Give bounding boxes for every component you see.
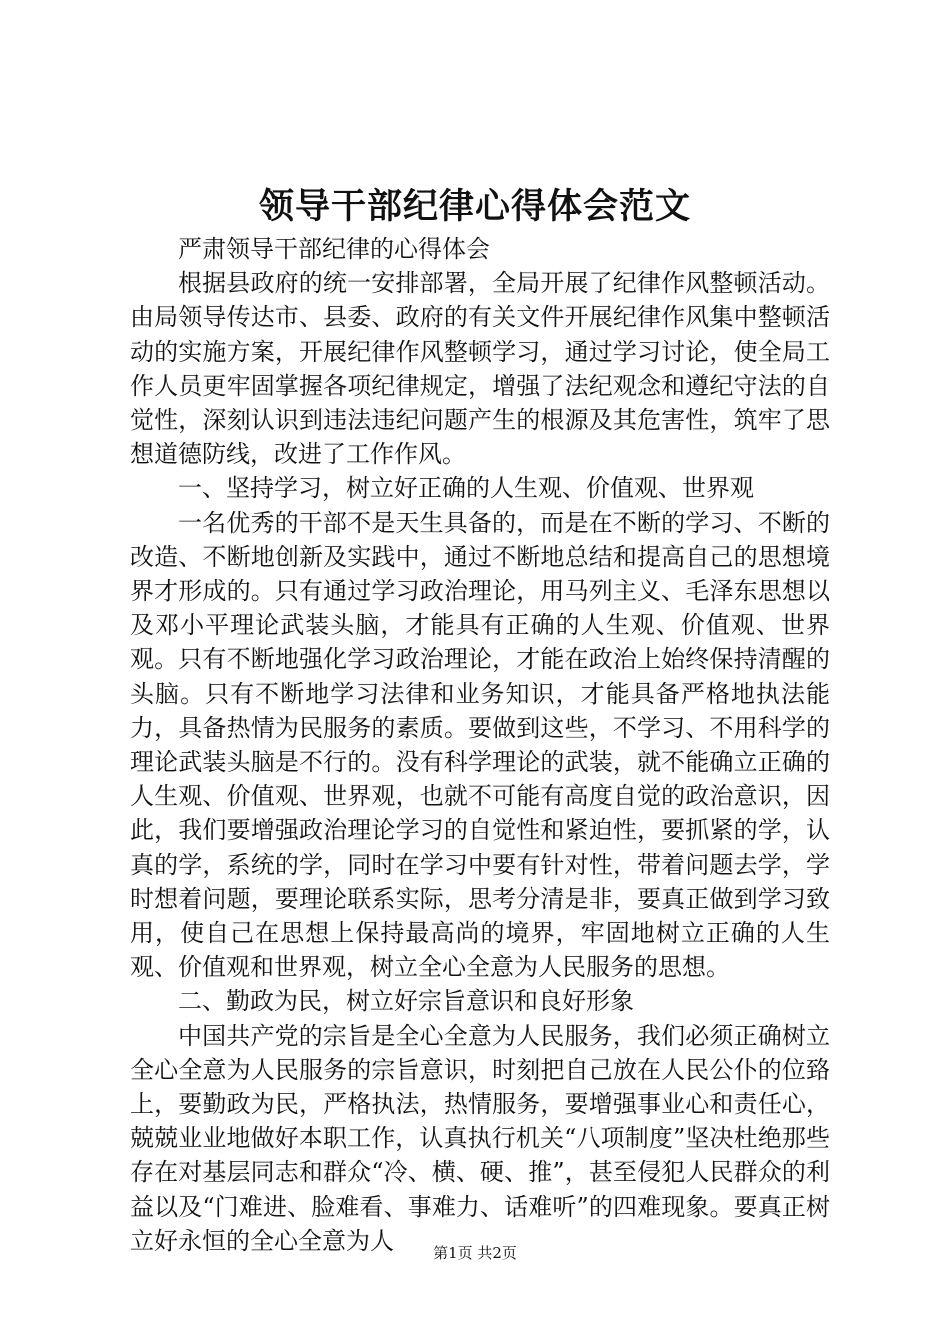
document-body — [130, 232, 830, 1258]
section-2-paragraph: 中国共产党的宗旨是全心全意为人民服务，我们必须正确树立全心全意为人民服务的宗旨意识，时刻把自己放在人民公仆的位臵上，要勤政为民，严格执法，热情服务，要增强事业心和责任心，兢兢业业地做好本职工作，认真执行机关“八项制度”坚决杜绝那些存在对基层同志和群众“冷、横、硬、推”，甚至侵犯人民群众的利益以及“门难进、脸难看、事难力、话难听”的四难现象。要真正树立好永恒的全心全意为人 — [130, 1021, 830, 1255]
section-1-paragraph: 一名优秀的干部不是天生具备的，而是在不断的学习、不断的改造、不断地创新及实践中，通过不断地总结和提高自己的思想境界才形成的。只有通过学习政治理论，用马列主义、毛泽东思想以及邓小平理论武装头脑，才能具有正确的人生观、价值观、世界观。只有不断地强化学习政治理论，才能在政治上始终保持清醒的头脑。只有不断地学习法律和业务知识，才能具备严格地执法能力，具备热情为民服务的素质。要做到这些，不学习、不用科学的理论武装头脑是不行的。没有科学理论的武装，就不能确立正确的人生观、价值观、世界观，也就不可能有高度自觉的政治意识，因此，我们要增强政治理论学习的自觉性和紧迫性，要抓紧的学，认真的学，系统的学，同时在学习中要有针对性，带着问题去学，学时想着问题，要理论联系实际，思考分清是非，要真正做到学习致用，使自己在思想上保持最高尚的境界，牢固地树立正确的人生观、价值观和世界观，树立全心全意为人民服务的思想。 — [130, 508, 830, 982]
intro-paragraph: 根据县政府的统一安排部署，全局开展了纪律作风整顿活动。由局领导传达市、县委、政府的有关文件开展纪律作风集中整顿活动的实施方案，开展纪律作风整顿学习，通过学习讨论，使全局工作人员更牢固掌握各项纪律规定，增强了法纪观念和遵纪守法的自觉性，深刻认识到违法违纪问题产生的根源及其危害性，筑牢了思想道德防线，改进了工作作风。 — [130, 269, 830, 469]
subtitle-paragraph: 严肃领导干部纪律的心得体会 — [178, 235, 490, 263]
section-heading-1: 一、坚持学习，树立好正确的人生观、价值观、世界观 — [178, 474, 754, 503]
page-number-footer: 第1页 共2页 — [433, 1244, 517, 1262]
document-title: 领导干部纪律心得体会范文 — [258, 186, 691, 227]
section-heading-2: 二、勤政为民，树立好宗旨意识和良好形象 — [178, 987, 634, 1016]
